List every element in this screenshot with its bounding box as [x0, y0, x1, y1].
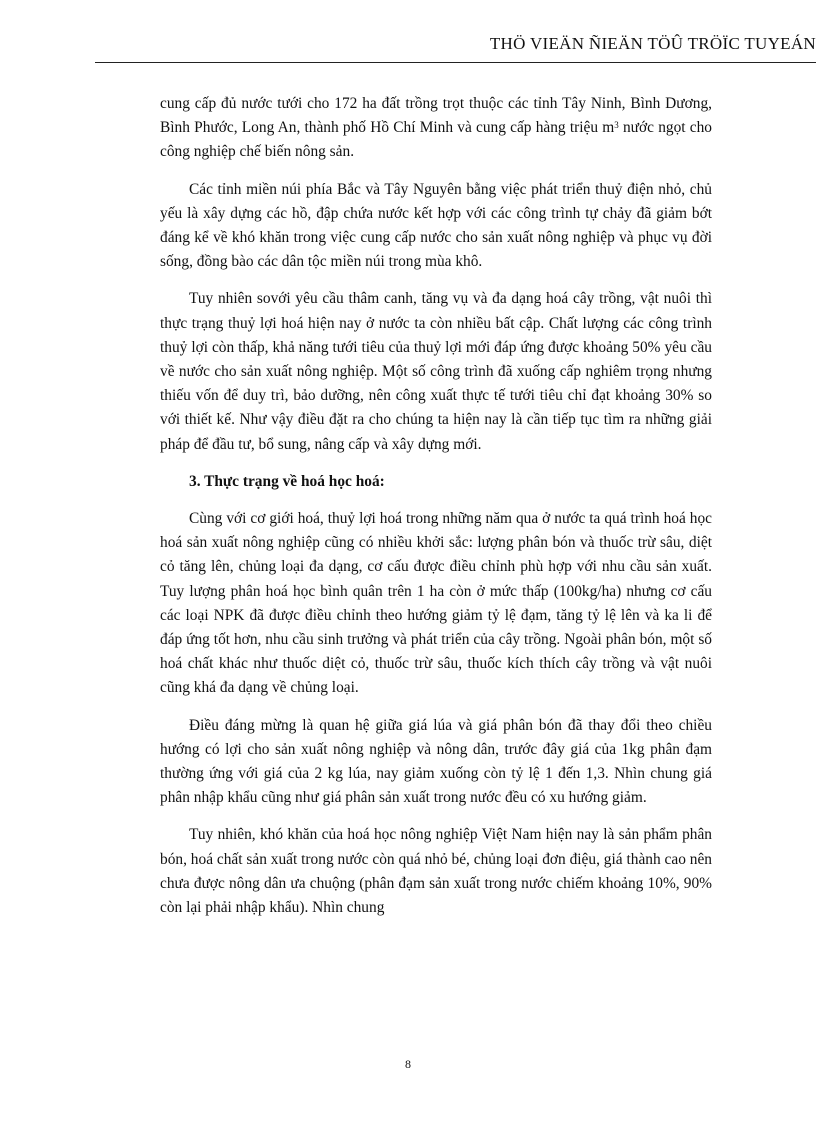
superscript-3: 3: [614, 120, 619, 131]
paragraph-1-text-b: nước ngọt cho công nghiệp chế biến nông sản.: [160, 119, 712, 161]
header-rule: [95, 62, 816, 63]
section-heading: 3. Thực trạng về hoá học hoá:: [189, 472, 385, 490]
running-header-title: THÖ VIEÄN ÑIEÄN TÖÛ TRÖÏC TUYEÁN: [489, 34, 816, 53]
page-number: 8: [405, 1057, 411, 1071]
paragraph-2: Các tỉnh miền núi phía Bắc và Tây Nguyên bằng việc phát triển thuỷ điện nhỏ, chủ yếu là xây dựng các hồ, đập chứa nước kết hợp với các công trình tự chảy đã giảm bớt đáng kể về khó khăn trong việc cung cấp nước cho sản xuất nông nghiệp và phục vụ đời sống, đồng bào các dân tộc miền núi trong mùa khô.: [160, 180, 712, 271]
paragraph-4: Cùng với cơ giới hoá, thuỷ lợi hoá trong những năm qua ở nước ta quá trình hoá học hoá sản xuất nông nghiệp cũng có nhiều khởi sắc: lượng phân bón và thuốc trừ sâu, diệt cỏ tăng lên, chủng loại đa dạng, cơ cấu được điều chỉnh phù hợp với nhu cầu sản xuất. Tuy lượng phân hoá học bình quân trên 1 ha còn ở mức thấp (100kg/ha) nhưng cơ cấu các loại NPK đã được điều chỉnh theo hướng giảm tỷ lệ đạm, tăng tỷ lệ lên và ka li để đáp ứng tốt hơn, nhu cầu sinh trưởng và phát triển của cây trồng. Ngoài phân bón, một số hoá chất khác như thuốc diệt cỏ, thuốc trừ sâu, thuốc kích thích cây trồng và vật nuôi cũng khá đa dạng về chủng loại.: [160, 510, 712, 697]
paragraph-6: Tuy nhiên, khó khăn của hoá học nông nghiệp Việt Nam hiện nay là sản phẩm phân bón, hoá chất sản xuất trong nước còn quá nhỏ bé, chủng loại đơn điệu, giá thành cao nên chưa được nông dân ưa chuộng (phân đạm sản xuất trong nước chiếm khoảng 10%, 90% còn lại phải nhập khẩu). Nhìn chung: [160, 826, 712, 917]
page-body: [160, 92, 712, 933]
paragraph-1: [160, 92, 712, 165]
paragraph-1-text-a: cung cấp đủ nước tưới cho 172 ha đất trồng trọt thuộc các tỉnh Tây Ninh, Bình Dương, Bình Phước, Long An, thành phố Hồ Chí Minh và cung cấp hàng triệu m: [160, 95, 712, 137]
paragraph-5: Điều đáng mừng là quan hệ giữa giá lúa và giá phân bón đã thay đổi theo chiều hướng có lợi cho sản xuất nông nghiệp và nông dân, trước đây giá của 1kg phân đạm thường ứng với giá của 2 kg lúa, nay giảm xuống còn tỷ lệ 1 đến 1,3. Nhìn chung giá phân nhập khẩu cũng như giá phân sản xuất trong nước đều có xu hướng giảm.: [160, 716, 712, 807]
paragraph-3: Tuy nhiên sovới yêu cầu thâm canh, tăng vụ và đa dạng hoá cây trồng, vật nuôi thì thực trạng thuỷ lợi hoá hiện nay ở nước ta còn nhiều bất cập. Chất lượng các công trình thuỷ lợi còn thấp, khả năng tưới tiêu của thuỷ lợi mới đáp ứng được khoảng 50% yêu cầu về nước cho sản xuất nông nghiệp. Một số công trình đã xuống cấp nghiêm trọng nhưng thiếu vốn để duy trì, bảo dưỡng, nên công xuất thực tế tưới tiêu chỉ đạt khoảng 30% so với thiết kế. Như vậy điều đặt ra cho chúng ta hiện nay là cần tiếp tục tìm ra những giải pháp để đầu tư, bổ sung, nâng cấp và xây dựng mới.: [160, 290, 712, 453]
